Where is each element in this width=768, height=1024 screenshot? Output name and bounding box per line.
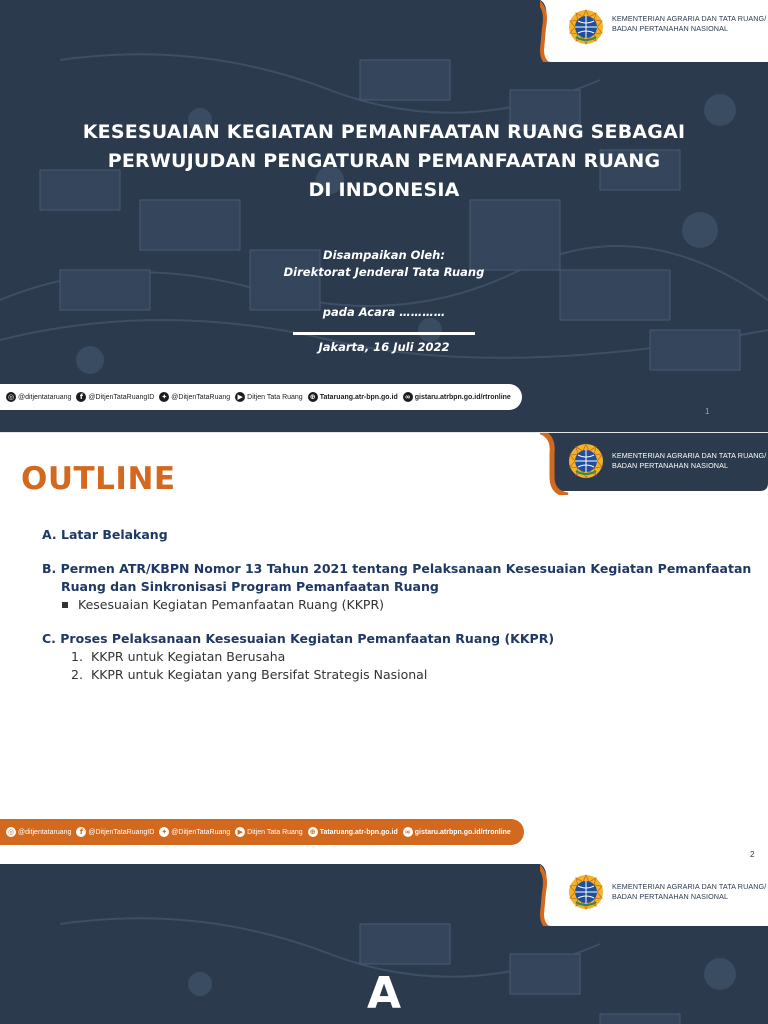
- social-facebook[interactable]: [76, 392, 154, 402]
- social-label: @ditjentataruang: [18, 828, 72, 836]
- social-youtube[interactable]: [235, 392, 303, 402]
- twitter-icon: ✦: [159, 827, 169, 837]
- item-number: 2.: [71, 667, 83, 682]
- ministry-name-line2: BADAN PERTANAHAN NASIONAL: [612, 24, 729, 33]
- globe-icon: ⊕: [308, 827, 318, 837]
- social-label: @DitjenTataRuang: [171, 393, 231, 401]
- social-website[interactable]: [308, 827, 398, 837]
- youtube-icon: ▶: [235, 827, 245, 837]
- social-label: gistaru.atrbpn.go.id/rtronline: [414, 393, 511, 401]
- page-number: 2: [750, 850, 755, 859]
- item-text: KKPR untuk Kegiatan yang Bersifat Strategis Nasional: [91, 667, 428, 682]
- ministry-name: [612, 14, 766, 34]
- instagram-icon: ◎: [7, 828, 15, 836]
- instagram-icon: ◎: [7, 393, 15, 401]
- ministry-emblem-icon: [566, 441, 606, 481]
- section-b-bullet: [62, 597, 384, 612]
- slide-outline: [0, 432, 768, 864]
- cityscape-background: [0, 0, 768, 432]
- social-label: Ditjen Tata Ruang: [247, 393, 303, 401]
- item-text: KKPR untuk Kegiatan Berusaha: [91, 649, 286, 664]
- ministry-name: [612, 451, 766, 471]
- ministry-name-line2: BADAN PERTANAHAN NASIONAL: [612, 892, 729, 901]
- social-label: Tataruang.atr-bpn.go.id: [319, 828, 398, 836]
- social-instagram[interactable]: [6, 827, 71, 837]
- facebook-icon: f: [76, 392, 86, 402]
- ministry-name-line1: KEMENTERIAN AGRARIA DAN TATA RUANG/: [612, 14, 767, 23]
- divider-line: [293, 332, 475, 335]
- social-youtube[interactable]: [235, 827, 303, 837]
- section-a: A. Latar Belakang: [42, 527, 168, 542]
- globe-icon: ⊕: [308, 392, 318, 402]
- ministry-name-line1: KEMENTERIAN AGRARIA DAN TATA RUANG/: [612, 451, 767, 460]
- slide-title: [0, 0, 768, 432]
- social-label: @ditjentataruang: [18, 393, 72, 401]
- ministry-name: [612, 882, 766, 902]
- social-media-bar: [0, 384, 522, 410]
- title-line-2: PERWUJUDAN PENGATURAN PEMANFAATAN RUANG: [107, 150, 661, 172]
- social-facebook[interactable]: [76, 827, 154, 837]
- social-twitter[interactable]: [159, 392, 230, 402]
- title-line-3: DI INDONESIA: [308, 179, 460, 201]
- section-b-line2: Ruang dan Sinkronisasi Program Pemanfaatan Ruang: [61, 579, 439, 594]
- social-label: @DitjenTataRuang: [171, 828, 231, 836]
- section-c-item: [71, 649, 285, 664]
- link-icon: ∞: [403, 827, 413, 837]
- section-b-line1: B. Permen ATR/KBPN Nomor 13 Tahun 2021 tentang Pelaksanaan Kesesuaian Kegiatan Pemanfaatan: [42, 561, 752, 576]
- section-c: C. Proses Pelaksanaan Kesesuaian Kegiatan Pemanfaatan Ruang (KKPR): [42, 631, 555, 646]
- slide-section-a: [0, 864, 768, 1024]
- social-label: @DitjenTataRuangID: [88, 393, 155, 401]
- page-number: 1: [705, 407, 710, 416]
- outline-title: OUTLINE: [21, 461, 176, 497]
- bullet-text: Kesesuaian Kegiatan Pemanfaatan Ruang (KKPR): [78, 597, 385, 612]
- item-number: 1.: [71, 649, 83, 664]
- social-label: gistaru.atrbpn.go.id/rtronline: [414, 828, 511, 836]
- facebook-icon: f: [76, 827, 86, 837]
- social-label: Tataruang.atr-bpn.go.id: [319, 393, 398, 401]
- social-label: @DitjenTataRuangID: [88, 828, 155, 836]
- social-media-bar: [0, 819, 524, 845]
- social-instagram[interactable]: [6, 392, 71, 402]
- presentation-title: [40, 118, 728, 205]
- section-c-item: [71, 667, 427, 682]
- social-label: Ditjen Tata Ruang: [247, 828, 303, 836]
- twitter-icon: ✦: [159, 392, 169, 402]
- place-date: Jakarta, 16 Juli 2022: [318, 340, 450, 354]
- bullet-icon: [62, 602, 68, 608]
- link-icon: ∞: [403, 392, 413, 402]
- ministry-emblem-icon: [566, 872, 606, 912]
- social-gistaru[interactable]: [403, 827, 511, 837]
- youtube-icon: ▶: [235, 392, 245, 402]
- event-name: pada Acara …………: [322, 305, 446, 319]
- section-letter: A: [366, 968, 402, 1019]
- social-gistaru[interactable]: [403, 392, 511, 402]
- ministry-name-line1: KEMENTERIAN AGRARIA DAN TATA RUANG/: [612, 882, 767, 891]
- presented-by-label: Disampaikan Oleh:: [323, 248, 445, 262]
- social-website[interactable]: [308, 392, 398, 402]
- ministry-name-line2: BADAN PERTANAHAN NASIONAL: [612, 461, 729, 470]
- presenter-name: Direktorat Jenderal Tata Ruang: [283, 265, 485, 279]
- title-line-1: KESESUAIAN KEGIATAN PEMANFAATAN RUANG SEBAGAI: [82, 121, 686, 143]
- ministry-emblem-icon: [566, 7, 606, 47]
- social-twitter[interactable]: [159, 827, 230, 837]
